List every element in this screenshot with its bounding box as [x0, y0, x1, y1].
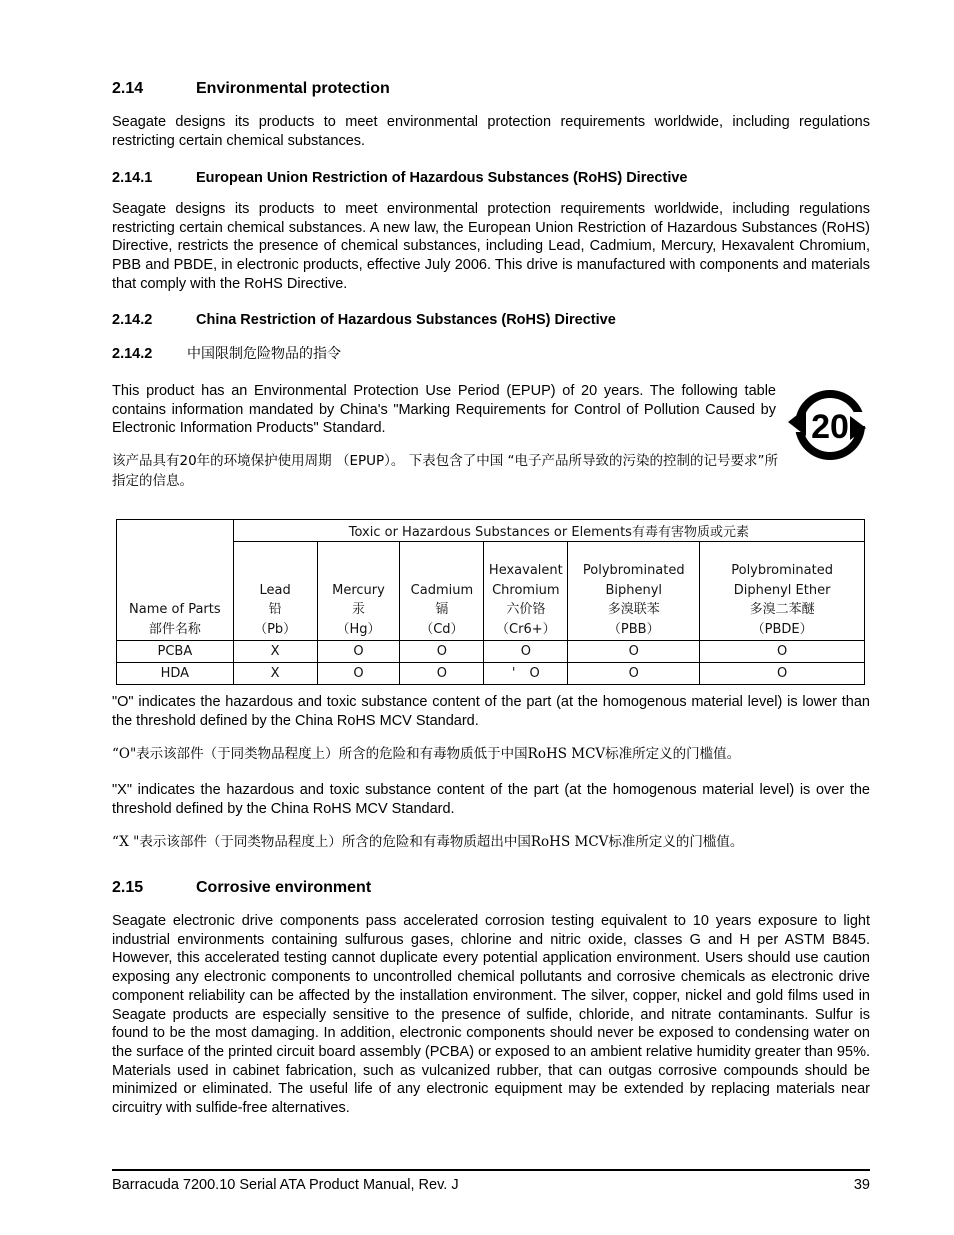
col-line: （Cd） [420, 621, 464, 637]
col-line: Cadmium [410, 582, 474, 598]
section-title: China Restriction of Hazardous Substances (RoHS) Directive [196, 312, 616, 328]
parts-header-cn: 部件名称 [148, 621, 201, 637]
section-2-14-body: Seagate designs its products to meet environmental protection requirements worldwide, including regulations restricting certain chemical substances. [112, 114, 870, 149]
table-cell: X [233, 641, 317, 663]
col-line: 多溴二苯醚 [749, 602, 815, 617]
section-2-14-2-heading [112, 312, 616, 328]
section-title: Corrosive environment [196, 879, 372, 896]
col-line [400, 561, 483, 581]
col-header-pbb [568, 542, 700, 641]
col-header-cadmium [400, 542, 484, 641]
section-2-15-body: Seagate electronic drive components pass accelerated corrosion testing equivalent to 10 years exposure to light industrial environments containing sulfurous gases, chlorine and nitric oxide, classes G and H per ASTM B845. However, this accelerated testing cannot duplicate every potential application environment. Users should use caution exposing any electronic components to uncontrolled chemical pollutants and corrosive chemicals as electronic drive component reliability can be affected by the installation environment. The silver, copper, nickel and gold films used in Seagate products are especially sensitive to the presence of sulfide, chloride, and nitrate contaminants. Sulfur is found to be the most damaging. In addition, electronic components should never be exposed to condensing water on the surface of the printed circuit board assembly (PCBA) or exposed to an ambient relative humidity greater than 95%. Materials used in cabinet fabrication, such as vulcanized rubber, that can outgas corrosive compounds should be minimized or eliminated. The useful life of any electronic equipment may be extended by replacing materials near circuitry with sulfide-free alternatives. [112, 913, 870, 1117]
stray-mark: ' [511, 666, 516, 681]
col-header-mercury [317, 542, 400, 641]
footer-rule [112, 1169, 870, 1171]
col-line: Chromium [492, 582, 560, 598]
col-line: （Pb） [254, 621, 297, 637]
section-title: European Union Restriction of Hazardous Substances (RoHS) Directive [196, 170, 688, 186]
section-number: 2.14.2 [112, 312, 153, 328]
col-line: 汞 [351, 602, 365, 617]
col-line: （PBB） [607, 621, 660, 637]
table-row [117, 641, 865, 663]
table-cell [484, 663, 568, 685]
note-x-en: "X" indicates the hazardous and toxic substance content of the part (at the homogenous material level) is over the threshold defined by the China RoHS MCV Standard. [112, 782, 870, 817]
col-header-pbde [700, 542, 865, 641]
part-name: HDA [117, 663, 234, 685]
section-2-14-1-heading [112, 170, 687, 186]
cell-value: O [529, 666, 540, 681]
group-header: Toxic or Hazardous Substances or Elements有毒有害物质或元素 [233, 520, 864, 542]
table-cell: O [568, 641, 700, 663]
table-row [117, 663, 865, 685]
col-line: Polybrominated [731, 563, 833, 578]
col-line: Polybrominated [582, 563, 685, 578]
col-line: Hexavalent [488, 563, 563, 578]
table-cell: X [233, 663, 317, 685]
table-cell: O [317, 663, 400, 685]
parts-header: Name of Parts [129, 602, 221, 617]
col-line: （Hg） [336, 621, 381, 637]
hazardous-substances-table [116, 519, 865, 685]
col-line: （Cr6+） [496, 621, 556, 637]
col-line: Mercury [332, 582, 385, 598]
table-cell: O [568, 663, 700, 685]
note-o-cn: “O"表示该部件（于同类物品程度上）所含的危险和有毒物质低于中国RoHS MCV标准所定义的门槛值。 [112, 746, 741, 762]
footer-manual-title: Barracuda 7200.10 Serial ATA Product Manual, Rev. J [112, 1177, 459, 1193]
parts-header-cell [117, 520, 234, 641]
section-number: 2.14.1 [112, 170, 153, 186]
section-2-14-2-cn-heading [112, 343, 341, 363]
page-number: 39 [853, 1177, 870, 1193]
section-2-14-1-body: Seagate designs its products to meet environmental protection requirements worldwide, including regulations restricting certain chemical substances. A new law, the European Union Restriction of Hazardous Substances (RoHS) Directive, restricts the presence of chemical substances, including Lead, Cadmium, Mercury, Hexavalent Chromium, PBB and PBDE, in electronic products, effective July 2006. This drive is manufactured with components and materials that comply with the RoHS Directive. [112, 201, 870, 292]
note-x-cn: “X "表示该部件（于同类物品程度上）所含的危险和有毒物质超出中国RoHS MCV标准所定义的门槛值。 [112, 834, 744, 850]
section-title: Environmental protection [196, 80, 390, 97]
note-o-en: "O" indicates the hazardous and toxic substance content of the part (at the homogenous material level) is lower than the threshold defined by the China RoHS MCV Standard. [112, 694, 870, 729]
col-header-lead [233, 542, 317, 641]
part-name: PCBA [117, 641, 234, 663]
col-line: 镉 [435, 602, 449, 617]
section-number: 2.14 [112, 80, 144, 97]
col-header-chromium [484, 542, 568, 641]
col-line: 多溴联苯 [607, 602, 660, 617]
col-line: Diphenyl Ether [733, 582, 831, 598]
col-line: Lead [259, 582, 291, 598]
col-line [318, 561, 400, 581]
col-line: Biphenyl [605, 582, 663, 598]
table-cell: O [484, 641, 568, 663]
section-number: 2.15 [112, 879, 144, 896]
section-2-15-heading [112, 879, 371, 897]
epup-body: This product has an Environmental Protection Use Period (EPUP) of 20 years. The following table contains information mandated by China's "Marking Requirements for Control of Pollution Caused by Electronic Information Products" Standard. [112, 383, 776, 437]
section-number: 2.14.2 [112, 346, 153, 362]
col-line: 六价铬 [506, 602, 546, 617]
section-2-14-heading [112, 80, 390, 98]
col-line [234, 561, 317, 581]
table-cell: O [400, 641, 484, 663]
table-cell: O [700, 641, 865, 663]
table-cell: O [700, 663, 865, 685]
section-title-cn: 中国限制危险物品的指令 [187, 346, 341, 362]
col-line: 铅 [268, 602, 282, 617]
epup-body-cn: 该产品具有20年的环境保护使用周期 （EPUP）。 下表包含了中国 “电子产品所导致的污染的控制的记号要求”所指定的信息。 [112, 453, 778, 489]
table-cell: O [317, 641, 400, 663]
epup-logo-number: 20 [811, 408, 849, 446]
table-cell: O [400, 663, 484, 685]
epup-20-logo [786, 388, 868, 462]
col-line: （PBDE） [751, 621, 813, 637]
